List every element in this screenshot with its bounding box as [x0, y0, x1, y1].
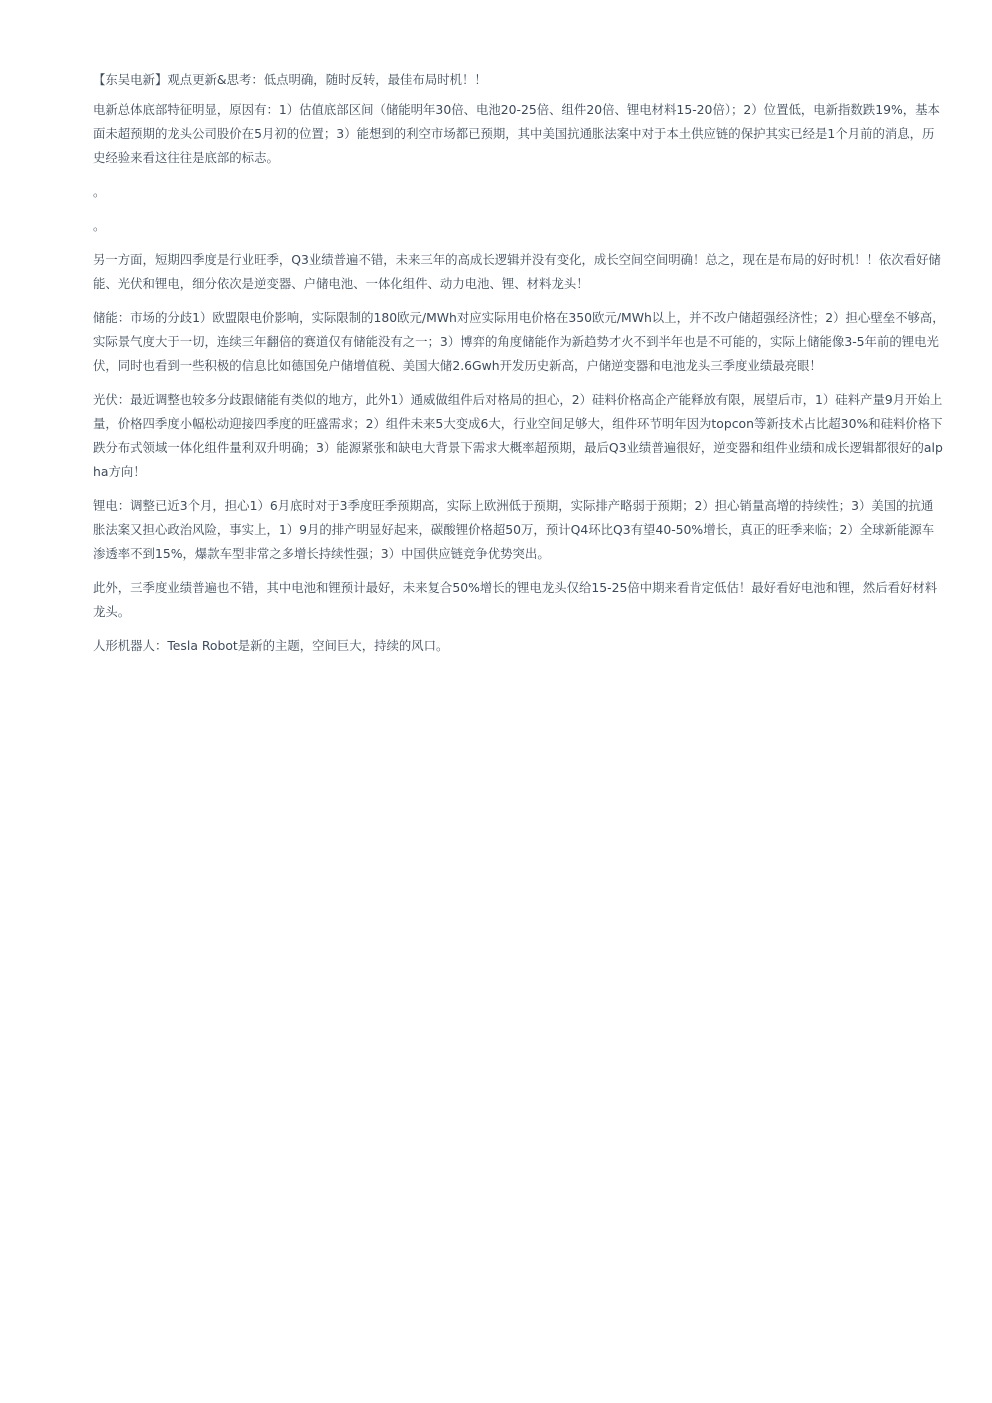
paragraph-outlook: 另一方面，短期四季度是行业旺季，Q3业绩普遍不错，未来三年的高成长逻辑并没有变化，成长空间空间明确！总之，现在是布局的好时机！！依次看好储能、光伏和锂电，细分依次是逆变器、户储电池、一体化组件、动力电池、锂、材料龙头！	[93, 252, 941, 291]
paragraph-separator: 。	[93, 184, 106, 199]
paragraph-overview: 电新总体底部特征明显，原因有：1）估值底部区间（储能明年30倍、电池20-25倍、组件20倍、锂电材料15-20倍）；2）位置低，电新指数跌19%，基本面未超预期的龙头公司股价在5月初的位置；3）能想到的利空市场都已预期，其中美国抗通胀法案中对于本土供应链的保护其实已经是1个月前的消息，历史经验来看这往往是底部的标志。	[93, 102, 940, 165]
paragraph-q3-earnings: 此外，三季度业绩普遍也不错，其中电池和锂预计最好，未来复合50%增长的锂电龙头仅给15-25倍中期来看肯定低估！最好看好电池和锂，然后看好材料龙头。	[93, 580, 938, 619]
document-title: 【东吴电新】观点更新&思考：低点明确，随时反转，最佳布局时机！！	[93, 72, 487, 87]
document-body	[93, 68, 945, 668]
paragraph-lithium-battery: 锂电：调整已近3个月，担心1）6月底时对于3季度旺季预期高，实际上欧洲低于预期，实际排产略弱于预期；2）担心销量高增的持续性；3）美国的抗通胀法案又担心政治风险，事实上，1）9月的排产明显好起来，碳酸锂价格超50万，预计Q4环比Q3有望40-50%增长，真正的旺季来临；2）全球新能源车渗透率不到15%，爆款车型非常之多增长持续性强；3）中国供应链竞争优势突出。	[93, 498, 935, 561]
paragraph-separator: 。	[93, 218, 106, 233]
paragraph-photovoltaic: 光伏：最近调整也较多分歧跟储能有类似的地方，此外1）通威做组件后对格局的担心，2）硅料价格高企产能释放有限，展望后市，1）硅料产量9月开始上量，价格四季度小幅松动迎接四季度的旺盛需求；2）组件未来5大变成6大，行业空间足够大，组件环节明年因为topcon等新技术占比超30%和硅料价格下跌分布式领域一体化组件量利双升明确；3）能源紧张和缺电大背景下需求大概率超预期，最后Q3业绩普遍很好，逆变器和组件业绩和成长逻辑都很好的alpha方向！	[93, 392, 943, 479]
paragraph-energy-storage: 储能：市场的分歧1）欧盟限电价影响，实际限制的180欧元/MWh对应实际用电价格在350欧元/MWh以上，并不改户储超强经济性；2）担心壁垒不够高，实际景气度大于一切，连续三年翻倍的赛道仅有储能没有之一；3）博弈的角度储能作为新趋势才火不到半年也是不可能的，实际上储能像3-5年前的锂电光伏，同时也看到一些积极的信息比如德国免户储增值税、美国大储2.6Gwh开发历史新高，户储逆变器和电池龙头三季度业绩最亮眼！	[93, 310, 945, 373]
paragraph-humanoid-robot: 人形机器人：Tesla Robot是新的主题，空间巨大，持续的风口。	[93, 638, 449, 653]
